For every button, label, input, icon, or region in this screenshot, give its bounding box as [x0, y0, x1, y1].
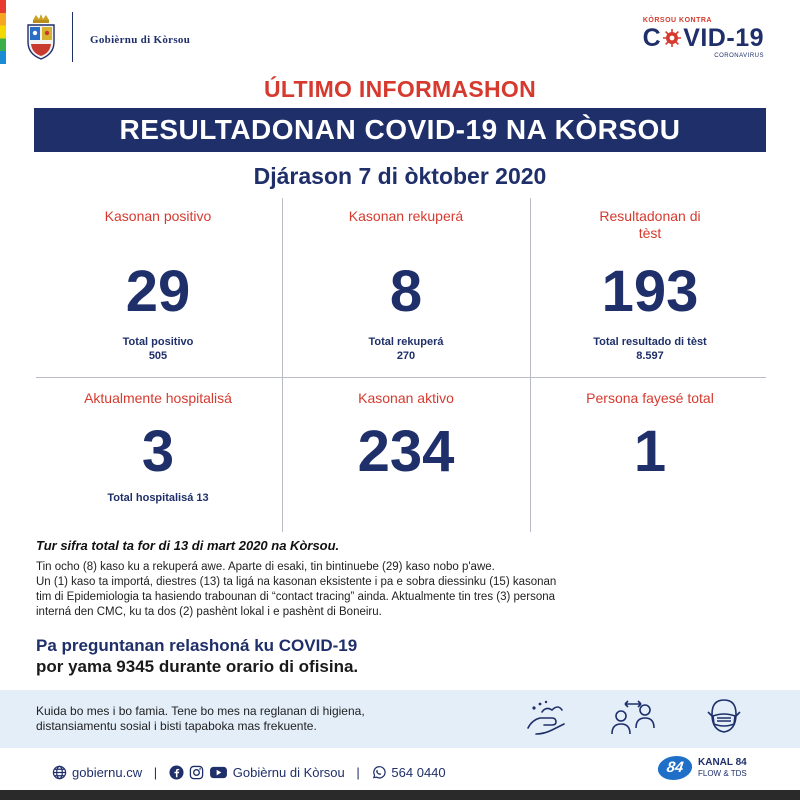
- kanal84-logo: [658, 754, 758, 784]
- instagram-icon[interactable]: [189, 765, 204, 780]
- kanal84-badge: 84: [656, 756, 693, 780]
- stat-value: 234: [357, 419, 455, 484]
- virus-icon: [662, 28, 682, 48]
- stat-value: 1: [633, 419, 667, 484]
- grid-hline: [36, 377, 766, 378]
- hand-wash-icon: [522, 698, 570, 738]
- stat-label: Resultadonan di tèst: [599, 208, 701, 241]
- paragraph-line: Tin ocho (8) kaso ku a rekuperá awe. Aparte di esaki, tin bintinuebe (29) kaso nobo p'awe.: [36, 561, 495, 573]
- header-divider: [72, 12, 73, 62]
- hygiene-line: Kuida bo mes i bo famia. Tene bo mes na reglanan di higiena,: [36, 704, 365, 718]
- stat-label: Kasonan positivo: [104, 208, 212, 224]
- stat-positive: [38, 208, 278, 363]
- campaign-title: [643, 24, 764, 53]
- stat-total-value: 505: [148, 350, 168, 362]
- color-stripe: [0, 0, 6, 64]
- website-link[interactable]: gobiernu.cw: [72, 765, 143, 781]
- questions-phone: por yama 9345 durante orario di ofisina.: [36, 657, 359, 676]
- stat-value: 8: [389, 259, 423, 324]
- coat-of-arms-icon: [24, 14, 58, 60]
- kanal84-sub: FLOW & TDS: [698, 769, 747, 778]
- stat-total-value: 270: [396, 350, 416, 362]
- stat-recovered: [286, 208, 526, 363]
- stat-value: 29: [125, 259, 191, 324]
- phone-number[interactable]: 564 0440: [391, 765, 446, 781]
- stat-tests: [530, 208, 770, 363]
- facebook-icon[interactable]: [169, 765, 184, 780]
- face-mask-icon: [704, 696, 744, 740]
- stat-total-label: Total resultado di tèst: [593, 336, 707, 348]
- stat-active: [286, 390, 526, 483]
- bottom-bar: [0, 790, 800, 800]
- header: [0, 0, 800, 75]
- stat-label: Kasonan aktivo: [358, 390, 454, 406]
- hygiene-line: distansiamentu sosial i bisti tapaboka mas frekuente.: [36, 719, 317, 733]
- stat-total-label: Total rekuperá: [368, 336, 444, 348]
- hygiene-band: [0, 690, 800, 748]
- stat-total-label: Total hospitalisá 13: [107, 492, 209, 504]
- footer-separator: |: [356, 765, 360, 781]
- stat-label: Kasonan rekuperá: [348, 208, 464, 224]
- questions-heading: Pa preguntanan relashoná ku COVID-19: [36, 636, 358, 655]
- paragraph-line: tim di Epidemiologia ta hasiendo trabounan di “contact tracing” ainda. Aktualmente tin tres (3) persona: [36, 591, 556, 603]
- hygiene-text: [36, 704, 365, 734]
- totals-note: Tur sifra total ta for di 13 di mart 2020 na Kòrsou.: [36, 538, 340, 553]
- summary-paragraph: [36, 560, 776, 620]
- social-handle[interactable]: Gobièrnu di Kòrsou: [232, 765, 345, 781]
- campaign-subtitle: CORONAVIRUS: [714, 53, 764, 59]
- whatsapp-icon: [371, 765, 386, 780]
- stat-value: 193: [601, 259, 699, 324]
- report-date: Djárason 7 di òktober 2020: [253, 163, 547, 189]
- stat-total-label: Total positivo: [122, 336, 194, 348]
- grid-vline-1: [282, 198, 283, 532]
- campaign-title-c: C: [642, 24, 662, 52]
- campaign-top-text: KÒRSOU KONTRA: [642, 17, 712, 24]
- stat-deceased: [530, 390, 770, 483]
- kicker-title: ÚLTIMO INFORMASHON: [264, 76, 536, 102]
- stat-total-value: 8.597: [636, 350, 664, 362]
- government-name: Gobièrnu di Kòrsou: [90, 34, 191, 46]
- paragraph-line: interná den CMC, ku ta dos (2) pashènt lokal i e pashènt di Boneiru.: [36, 606, 382, 618]
- footer-line: [52, 764, 446, 780]
- social-distance-icon: [608, 698, 658, 738]
- youtube-icon[interactable]: [209, 765, 228, 780]
- stat-hospitalized: [38, 390, 278, 505]
- stat-value: 3: [141, 419, 175, 484]
- main-banner: RESULTADONAN COVID-19 NA KÒRSOU: [34, 108, 766, 152]
- covid-campaign-logo: [624, 16, 764, 60]
- stat-label: Persona fayesé total: [586, 390, 714, 406]
- campaign-title-rest: VID-19: [683, 24, 764, 52]
- stat-label: Aktualmente hospitalisá: [84, 390, 232, 406]
- footer-separator: |: [153, 765, 158, 781]
- kanal84-name: KANAL 84: [698, 757, 747, 768]
- paragraph-line: Un (1) kaso ta importá, diestres (13) ta ligá na kasonan eksistente i pa e sobra diessinku (15) kasonan: [36, 576, 557, 588]
- globe-icon: [52, 765, 67, 780]
